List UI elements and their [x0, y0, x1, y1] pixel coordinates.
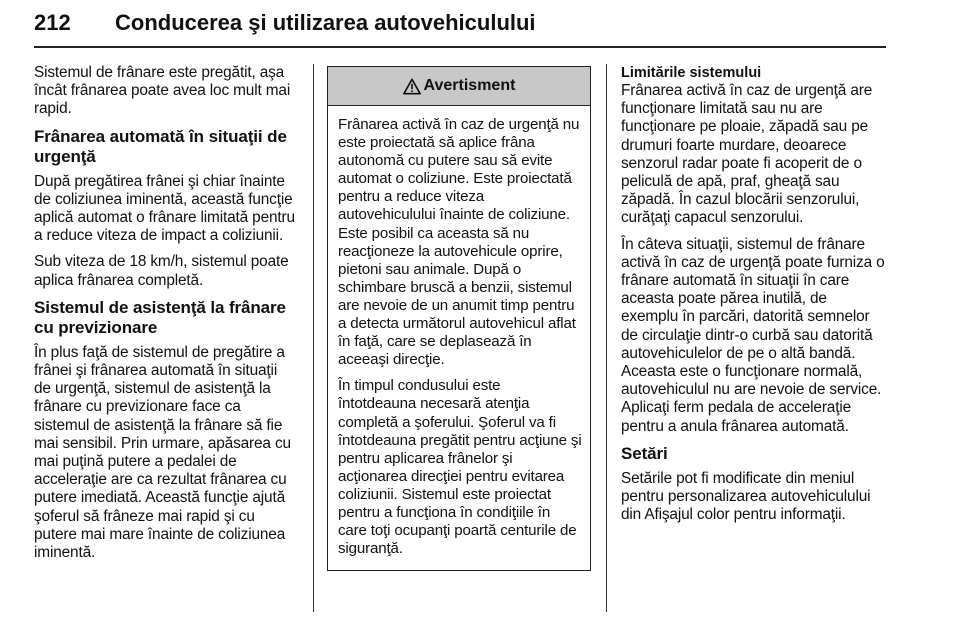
- paragraph: Frânarea activă în caz de urgenţă are funcţionare limitată sau nu are funcţionare pe ploaie, zăpadă sau pe drumuri foarte murdare, deoarece senzorul radar poate fi acoperit de o peliculă de apă, praf, gheaţă sau zăpadă. În cazul blocării senzorului, curăţaţi capacul senzorului.: [621, 82, 873, 227]
- section-heading: Setări: [621, 443, 668, 463]
- warning-body: [328, 106, 590, 570]
- header-divider: [34, 46, 886, 48]
- warning-triangle-icon: [403, 78, 421, 95]
- paragraph: Setările pot fi modificate din meniul pentru personalizarea autovehiculului din Afişajul color pentru informaţii.: [621, 469, 871, 524]
- warning-title: Avertisment: [423, 77, 516, 94]
- section-heading: Sistemul de asistenţă la frânare cu previzionare: [34, 297, 286, 337]
- chapter-title: Conducerea şi utilizarea autovehiculului: [115, 10, 536, 35]
- paragraph: După pregătirea frânei şi chiar înainte de coliziunea iminentă, această funcţie aplică automat o frânare limitată pentru a reduce viteza de impact a coliziunii.: [34, 172, 295, 245]
- paragraph: Frânarea activă în caz de urgenţă nu este proiectată să aplice frâna autonomă cu putere sau să evite automat o coliziune. Este proiectată pentru a reduce viteza autovehiculului înainte de coliziune. Este posibil ca aceasta să nu reacţioneze la autovehicule oprire, pietoni sau animale. După o schimbare bruscă a benzii, sistemul are nevoie de un anumit timp pentru a detecta următorul autovehicul aflat în faţă, care se deplasează în aceeaşi direcţie.: [338, 116, 580, 369]
- paragraph: Sistemul de frânare este pregătit, aşa încât frânarea poate avea loc mult mai rapid.: [34, 64, 291, 118]
- column-right: [621, 64, 887, 532]
- page-number: 212: [34, 10, 71, 35]
- column-divider: [606, 64, 607, 612]
- column-left: [34, 64, 298, 570]
- paragraph: Sub viteza de 18 km/h, sistemul poate aplica frânarea completă.: [34, 253, 289, 289]
- warning-box: [327, 66, 591, 571]
- paragraph: În plus faţă de sistemul de pregătire a frânei şi frânarea automată în situaţii de urgenţă, sistemul de asistenţă la frânare cu previzionare face ca sistemul de asistenţă la frânare să fie mai sensibil. Prin urmare, apăsarea cu mai puţină putere a pedalei de acceleraţie are ca rezultat frânarea cu putere imediată. Această funcţie ajută şoferul să frâneze mai rapid şi cu putere mai mare înainte de coliziunea iminentă.: [34, 343, 291, 562]
- column-divider: [313, 64, 314, 612]
- subheading: Limitările sistemului: [621, 65, 762, 81]
- page-header: [34, 6, 886, 42]
- section-heading: Frânarea automată în situaţii de urgenţă: [34, 126, 287, 166]
- paragraph: În câteva situaţii, sistemul de frânare activă în caz de urgenţă poate furniza o frânare automată în situaţii în care aceasta poate părea inutilă, de exemplu în parcări, datorită semnelor de circulaţie dintr-o curbă sau datorită autovehiculelor de pe o altă bandă. Aceasta este o funcţionare normală, autovehiculul nu are nevoie de service. Aplicaţi ferm pedala de acceleraţie pentru a anula frânarea automată.: [621, 235, 885, 435]
- paragraph: În timpul condusului este întotdeauna necesară atenţia completă a şoferului. Şoferul va fi întotdeauna pregătit pentru acţiune şi pentru aplicarea frânelor şi acţionarea direcţiei pentru evitarea coliziunii. Sistemul este proiectat pentru a funcţiona în condiţiile în care toţi ocupanţi poartă centurile de siguranţă.: [338, 377, 582, 558]
- warning-header: [328, 67, 590, 106]
